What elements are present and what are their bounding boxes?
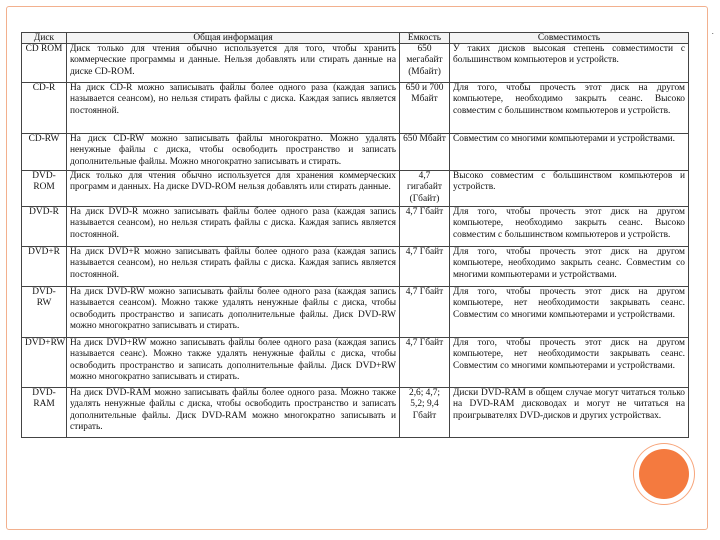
info-cell: На диск DVD+R можно записывать файлы более одного раза (каждая запись называется сеансом), но нельзя стирать файлы с диска. Каждая запись является постоянной.	[67, 247, 400, 287]
header-info: Общая информация	[67, 33, 400, 44]
compat-cell: Для того, чтобы прочесть этот диск на другом компьютере, необходимо закрыть сеанс. Высоко совместим с большинством компьютеров и устройств.	[450, 83, 689, 134]
compat-cell: Для того, чтобы прочесть этот диск на другом компьютере, необходимо закрыть сеанс. Высоко совместим с большинством компьютеров и устройств.	[450, 207, 689, 247]
capacity-cell: 4,7 Гбайт	[400, 287, 450, 338]
compat-cell: Для того, чтобы прочесть этот диск на другом компьютере, нет необходимости закрывать сеанс. Совместим со многими компьютерами и устройствами.	[450, 287, 689, 338]
capacity-cell: 4,7 гигабайт (Гбайт)	[400, 171, 450, 207]
table-header-row	[22, 33, 689, 44]
disk-cell: CD-R	[22, 83, 67, 134]
table-row	[22, 338, 689, 388]
compat-cell: У таких дисков высокая степень совместимости с большинством компьютеров и устройств.	[450, 44, 689, 83]
info-cell: На диск DVD-RAM можно записывать файлы более одного раза. Можно также удалять ненужные файлы с диска, чтобы освободить пространство и записать дополнительные файлы. Диск DVD-RAM можно многократно записывать и стирать.	[67, 388, 400, 438]
header-compat: Совместимость	[450, 33, 689, 44]
disk-cell: CD-RW	[22, 134, 67, 171]
table-row	[22, 247, 689, 287]
disk-cell: CD ROM	[22, 44, 67, 83]
capacity-cell: 650 мегабайт (Мбайт)	[400, 44, 450, 83]
capacity-cell: 4,7 Гбайт	[400, 207, 450, 247]
compat-cell: Совместим со многими компьютерами и устройствами.	[450, 134, 689, 171]
capacity-cell: 650 Мбайт	[400, 134, 450, 171]
header-disk: Диск	[22, 33, 67, 44]
capacity-cell: 650 и 700 Мбайт	[400, 83, 450, 134]
disk-cell: DVD-ROM	[22, 171, 67, 207]
info-cell: Диск только для чтения обычно используется для хранения коммерческих программ и данных. На диске DVD-ROM нельзя добавлять или стирать данные.	[67, 171, 400, 207]
disk-cell: DVD-R	[22, 207, 67, 247]
table-row	[22, 388, 689, 438]
info-cell: На диск DVD+RW можно записывать файлы более одного раза (каждая запись называется сеанс). Можно также удалять ненужные файлы с диска, чтобы освободить пространство и записать дополнительные файлы. Диск DVD+RW можно многократно записывать и стирать.	[67, 338, 400, 388]
capacity-cell: 2,6; 4,7; 5,2; 9,4 Гбайт	[400, 388, 450, 438]
disk-cell: DVD-RAM	[22, 388, 67, 438]
info-cell: Диск только для чтения обычно используется для того, чтобы хранить коммерческие программы и данные. Нельзя добавлять или стирать данные на диске CD-ROM.	[67, 44, 400, 83]
compat-cell: Для того, чтобы прочесть этот диск на другом компьютере, нет необходимости закрывать сеанс. Совместим со многими компьютерами и устройствами.	[450, 338, 689, 388]
table-row	[22, 287, 689, 338]
disk-comparison-table	[21, 32, 689, 438]
capacity-cell: 4,7 Гбайт	[400, 247, 450, 287]
table-row	[22, 83, 689, 134]
header-capacity: Емкость	[400, 33, 450, 44]
table-row	[22, 44, 689, 83]
info-cell: На диск CD-RW можно записывать файлы многократно. Можно удалять ненужные файлы с диска, чтобы освободить пространство и записать дополнительные файлы. Можно многократно записывать и стирать.	[67, 134, 400, 171]
compat-cell: Для того, чтобы прочесть этот диск на другом компьютере, необходимо закрыть сеанс. Совместим со многими компьютерами и устройствами.	[450, 247, 689, 287]
disk-cell: DVD+R	[22, 247, 67, 287]
info-cell: На диск DVD-RW можно записывать файлы более одного раза (каждая запись называется сеансом). Можно также удалять ненужные файлы с диска, чтобы освободить пространство и записать дополнительные файлы. Диск DVD-RW можно многократно записывать и стирать.	[67, 287, 400, 338]
compat-cell: Диски DVD-RAM в общем случае могут читаться только на DVD-RAM дисководах и могут не читаться на проигрывателях DVD-дисков и других устройствах.	[450, 388, 689, 438]
compat-cell: Высоко совместим с большинством компьютеров и устройств.	[450, 171, 689, 207]
disk-cell: DVD-RW	[22, 287, 67, 338]
table-row	[22, 134, 689, 171]
disk-cell: DVD+RW	[22, 338, 67, 388]
table-row	[22, 171, 689, 207]
info-cell: На диск DVD-R можно записывать файлы более одного раза (каждая запись называется сеансом), но нельзя стирать файлы с диска. Каждая запись является постоянной.	[67, 207, 400, 247]
info-cell: На диск CD-R можно записывать файлы более одного раза (каждая запись называется сеансом), но нельзя стирать файлы с диска. Каждая запись является постоянной.	[67, 83, 400, 134]
table-row	[22, 207, 689, 247]
capacity-cell: 4,7 Гбайт	[400, 338, 450, 388]
decorative-orange-circle	[639, 449, 689, 499]
corner-mark: .	[711, 26, 714, 36]
